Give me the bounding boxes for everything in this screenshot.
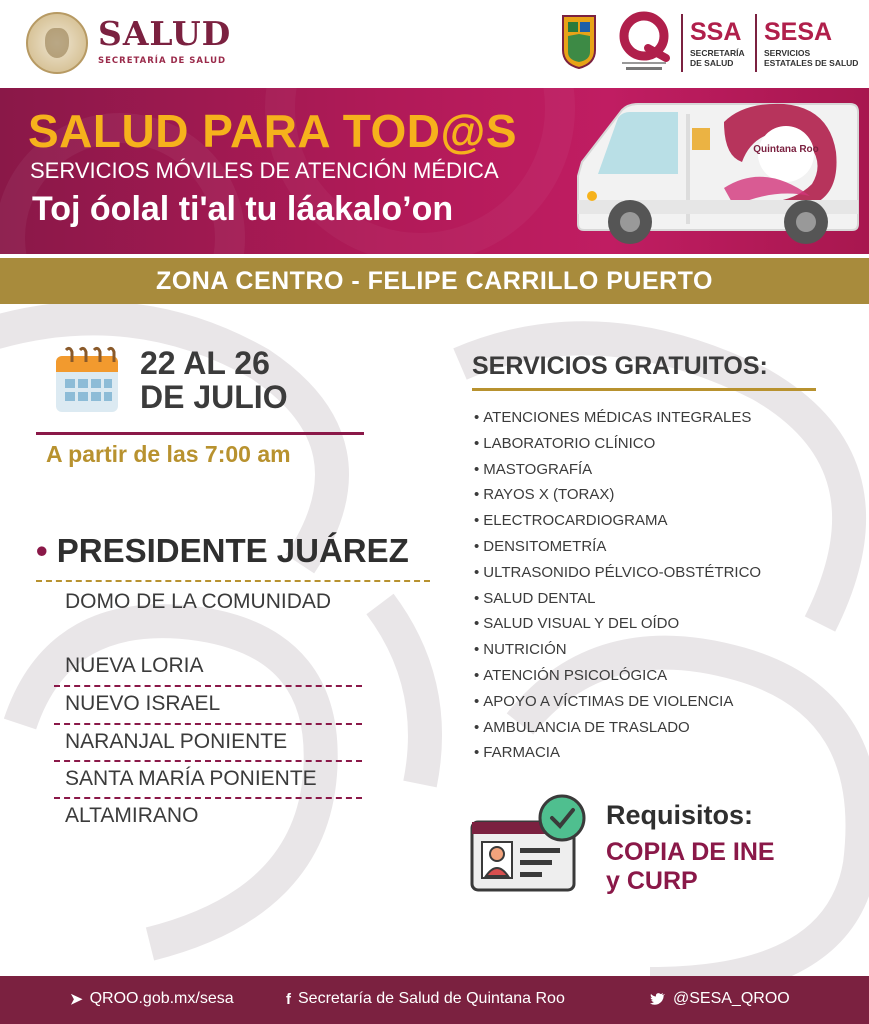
service-item: • APOYO A VÍCTIMAS DE VIOLENCIA bbox=[474, 692, 761, 718]
location-place: DOMO DE LA COMUNIDAD bbox=[65, 590, 332, 613]
logo-title: SALUD bbox=[98, 14, 232, 53]
location-name: PRESIDENTE JUÁREZ bbox=[56, 532, 409, 569]
requirements-text bbox=[606, 838, 836, 896]
location-title bbox=[36, 532, 409, 570]
sesa-title: SESA bbox=[764, 18, 833, 46]
facebook-icon: f bbox=[286, 990, 291, 1008]
service-item: • ATENCIÓN PSICOLÓGICA bbox=[474, 666, 761, 692]
mobile-clinic-van-icon bbox=[574, 92, 864, 252]
van-label: Quintana Roo bbox=[753, 144, 819, 155]
requirement-line-1: COPIA DE INE bbox=[606, 838, 775, 866]
place-divider bbox=[54, 723, 362, 725]
zone-title: ZONA CENTRO - FELIPE CARRILLO PUERTO bbox=[156, 266, 713, 295]
banner-maya-text: Toj óolal ti'al tu láakalo’on bbox=[32, 190, 454, 228]
twitter-icon bbox=[650, 992, 666, 1006]
place-divider bbox=[54, 760, 362, 762]
service-item: • SALUD VISUAL Y DEL OÍDO bbox=[474, 614, 761, 640]
service-item: • RAYOS X (TORAX) bbox=[474, 485, 761, 511]
id-card-check-icon bbox=[468, 794, 586, 894]
place-divider bbox=[54, 685, 362, 687]
header-divider bbox=[755, 14, 757, 72]
location-bullet: • bbox=[36, 532, 48, 569]
service-item: • LABORATORIO CLÍNICO bbox=[474, 434, 761, 460]
footer bbox=[0, 976, 869, 1024]
start-hour: A partir de las 7:00 am bbox=[46, 441, 291, 467]
sesa-subtitle: SERVICIOS ESTATALES DE SALUD bbox=[764, 48, 859, 68]
footer-twitter[interactable] bbox=[650, 990, 790, 1008]
footer-website[interactable] bbox=[70, 990, 234, 1008]
place-divider bbox=[54, 797, 362, 799]
logo-subtitle: SECRETARÍA DE SALUD bbox=[98, 56, 227, 66]
requirement-line-2: y CURP bbox=[606, 867, 698, 895]
location-place: NARANJAL PONIENTE bbox=[65, 730, 288, 753]
calendar-icon bbox=[52, 346, 122, 416]
service-item: • ATENCIONES MÉDICAS INTEGRALES bbox=[474, 408, 761, 434]
service-item: • AMBULANCIA DE TRASLADO bbox=[474, 718, 761, 744]
service-item: • ULTRASONIDO PÉLVICO-OBSTÉTRICO bbox=[474, 563, 761, 589]
location-place: NUEVO ISRAEL bbox=[65, 692, 221, 715]
header-divider bbox=[681, 14, 683, 72]
service-item: • NUTRICIÓN bbox=[474, 640, 761, 666]
quintana-roo-shield-icon bbox=[560, 12, 598, 70]
banner-title: SALUD PARA TOD@S bbox=[28, 105, 518, 157]
services-divider bbox=[472, 388, 816, 391]
date-range bbox=[140, 346, 288, 414]
date-line-2: DE JULIO bbox=[140, 379, 288, 415]
service-item: • MASTOGRAFÍA bbox=[474, 460, 761, 486]
location-place: ALTAMIRANO bbox=[65, 804, 199, 827]
services-title: SERVICIOS GRATUITOS: bbox=[472, 352, 768, 380]
ssa-subtitle: SECRETARÍA DE SALUD bbox=[690, 48, 745, 68]
zone-band bbox=[0, 258, 869, 304]
cursor-icon: ➤ bbox=[70, 991, 83, 1008]
mexico-seal-icon bbox=[26, 12, 88, 74]
service-item: • SALUD DENTAL bbox=[474, 589, 761, 615]
header bbox=[0, 0, 869, 88]
location-place: SANTA MARÍA PONIENTE bbox=[65, 767, 317, 790]
footer-facebook[interactable] bbox=[286, 990, 565, 1008]
requirements-title: Requisitos: bbox=[606, 800, 754, 830]
quintana-roo-q-logo-icon bbox=[614, 10, 674, 74]
location-divider bbox=[36, 580, 430, 582]
banner-subtitle: SERVICIOS MÓVILES DE ATENCIÓN MÉDICA bbox=[30, 158, 499, 183]
ssa-title: SSA bbox=[690, 18, 742, 46]
banner bbox=[0, 88, 869, 254]
service-item: • ELECTROCARDIOGRAMA bbox=[474, 511, 761, 537]
service-item: • DENSITOMETRÍA bbox=[474, 537, 761, 563]
date-line-1: 22 AL 26 bbox=[140, 345, 270, 381]
twitter-link[interactable]: @SESA_QROO bbox=[673, 990, 790, 1007]
facebook-link[interactable]: Secretaría de Salud de Quintana Roo bbox=[298, 990, 565, 1007]
date-divider bbox=[36, 432, 364, 435]
website-link[interactable]: QROO.gob.mx/sesa bbox=[89, 990, 234, 1007]
services-list bbox=[474, 408, 761, 769]
service-item: • FARMACIA bbox=[474, 743, 761, 769]
location-place: NUEVA LORIA bbox=[65, 654, 204, 677]
